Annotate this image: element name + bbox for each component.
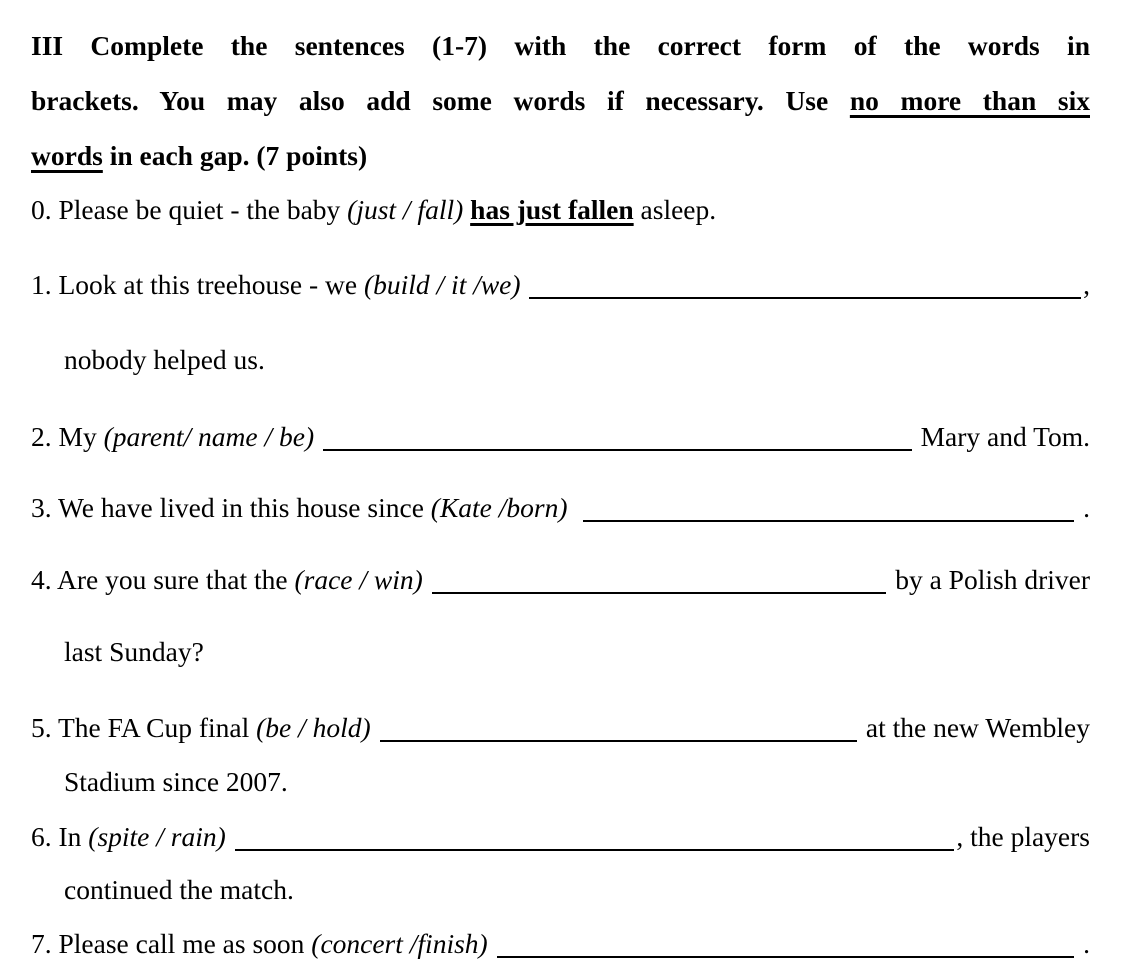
item-number: 6.	[31, 821, 52, 852]
item-continuation-text: last Sunday?	[64, 636, 204, 667]
exercise-item-4-line	[31, 561, 1090, 599]
exercise-item-4-continuation	[64, 633, 1090, 671]
item-brackets: (concert /finish)	[311, 928, 495, 959]
answer-blank	[323, 449, 912, 451]
answer-blank	[497, 956, 1075, 958]
item-text-pre: Look at this treehouse - we	[51, 269, 364, 300]
answer-blank	[432, 592, 887, 594]
answer-blank	[235, 849, 955, 851]
item-brackets: (spite / rain)	[88, 821, 233, 852]
item-text-post: .	[1076, 492, 1090, 523]
instructions-heading-line-3	[31, 137, 1090, 175]
item-number: 5.	[31, 712, 52, 743]
item-brackets: (Kate /born)	[430, 492, 582, 523]
instructions-underlined-phrase: no more than six	[849, 85, 1090, 116]
instructions-text: brackets. You may also add some words if necessary. Use	[31, 85, 850, 116]
item-brackets: (just / fall)	[347, 194, 471, 225]
item-text-pre: Please be quiet - the baby	[51, 194, 348, 225]
item-text-pre: My	[51, 421, 104, 452]
item-number: 2.	[31, 421, 52, 452]
item-text-pre: The FA Cup final	[51, 712, 257, 743]
item-number: 1.	[31, 269, 52, 300]
exercise-item-6-line	[31, 818, 1090, 856]
item-text-post: by a Polish driver	[888, 564, 1090, 595]
exercise-item-1-continuation	[64, 341, 1090, 379]
item-text-pre: Please call me as soon	[51, 928, 312, 959]
item-continuation-text: continued the match.	[64, 874, 294, 905]
answer-blank	[529, 297, 1081, 299]
exercise-item-0-line	[31, 191, 1090, 229]
item-text-pre: Are you sure that the	[51, 564, 295, 595]
item-continuation-text: nobody helped us.	[64, 344, 265, 375]
item-number: 3.	[31, 492, 52, 523]
item-text-post: asleep.	[633, 194, 717, 225]
exercise-item-6-continuation	[64, 871, 1090, 909]
item-text-post: , the players	[956, 821, 1090, 852]
item-text-pre: In	[51, 821, 89, 852]
answer-blank	[583, 520, 1074, 522]
exercise-item-1-line	[31, 266, 1090, 304]
item-text-pre: We have lived in this house since	[51, 492, 431, 523]
item-text-post: .	[1076, 928, 1090, 959]
item-brackets: (parent/ name / be)	[103, 421, 321, 452]
instructions-heading-line-2	[31, 82, 1090, 120]
item-number: 0.	[31, 194, 52, 225]
answer-blank	[380, 740, 858, 742]
item-brackets: (be / hold)	[256, 712, 378, 743]
exercise-item-2-line	[31, 418, 1090, 456]
example-answer: has just fallen	[470, 194, 634, 225]
instructions-heading-line-1: III Complete the sentences (1-7) with the correct form of the words in	[31, 30, 1090, 61]
item-continuation-text: Stadium since 2007.	[64, 766, 288, 797]
item-brackets: (race / win)	[294, 564, 430, 595]
instructions-underlined-phrase: words	[31, 140, 103, 171]
exercise-item-7-line	[31, 925, 1090, 963]
instructions-text: in each gap. (7 points)	[102, 140, 368, 171]
item-text-post: ,	[1083, 269, 1090, 300]
item-number: 4.	[31, 564, 52, 595]
item-number: 7.	[31, 928, 52, 959]
item-text-post: Mary and Tom.	[913, 421, 1090, 452]
exercise-item-3-line	[31, 489, 1090, 527]
exercise-item-5-continuation	[64, 763, 1090, 801]
item-brackets: (build / it /we)	[363, 269, 528, 300]
exercise-item-5-line	[31, 709, 1090, 747]
item-text-post: at the new Wembley	[859, 712, 1090, 743]
